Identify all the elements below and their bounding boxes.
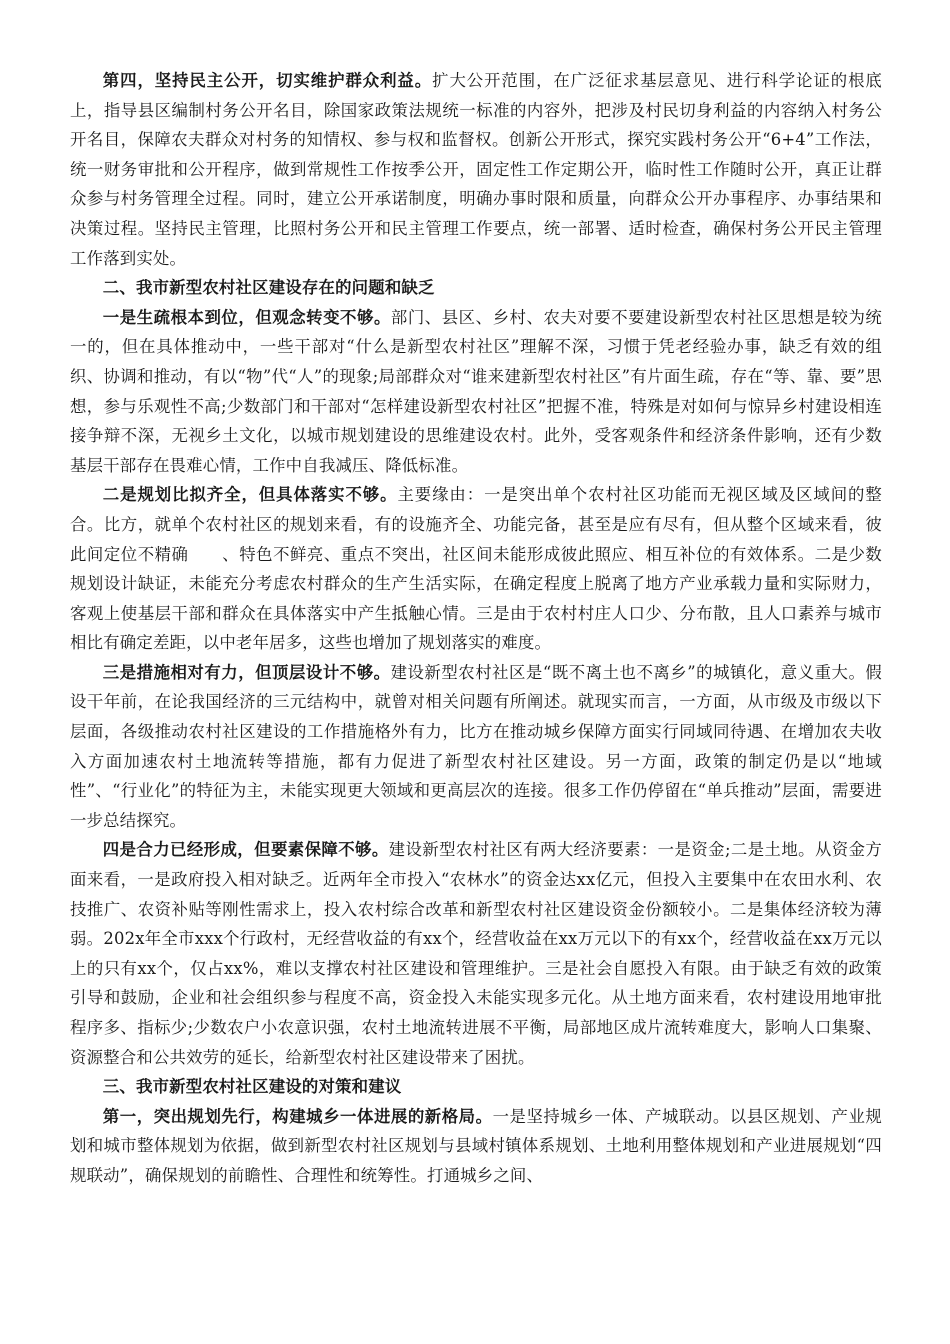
paragraph-lead: 一是生疏根本到位，但观念转变不够。 [102, 307, 391, 327]
section-heading-countermeasures: 三、我市新型农村社区建设的对策和建议 [102, 1077, 402, 1097]
paragraph-problem-four [70, 835, 882, 1072]
paragraph-problem-two [70, 480, 882, 658]
paragraph-fourth-democracy [70, 66, 882, 273]
paragraph-body: 建设新型农村社区是“既不离土也不离乡”的城镇化，意义重大。假设干年前，在论我国经济的三元结构中，就曾对相关问题有所阐述。就现实而言，一方面，从市级及市级以下层面，各级推动农村社区建设的工作措施格外有力，比方在推动城乡保障方面实行同域同待遇、在增加农夫收入方面加速农村土地流转等措施，都有力促进了新型农村社区建设。另一方面，政策的制定仍是以“地域性”、“行业化”的特征为主，未能实现更大领域和更高层次的连接。很多工作仍停留在“单兵推动”层面，需要进一步总结探究。 [70, 662, 882, 830]
paragraph-lead: 第四，坚持民主公开，切实维护群众利益。 [102, 71, 433, 90]
paragraph-body: 建设新型农村社区有两大经济要素：一是资金;二是土地。从资金方面来看，一是政府投入相对缺乏。近两年全市投入“农林水”的资金达xx亿元，但投入主要集中在农田水利、农技推广、农资补贴等刚性需求上，投入农村综合改革和新型农村社区建设资金份额较小。二是集体经济较为薄弱。202x年全市xxx个行政村，无经营收益的有xx个，经营收益在xx万元以下的有xx个，经营收益在xx万元以上的只有xx个，仅占xx%，难以支撑农村社区建设和管理维护。三是社会自愿投入有限。由于缺乏有效的政策引导和鼓励，企业和社会组织参与程度不高，资金投入未能实现多元化。从土地方面来看，农村建设用地审批程序多、指标少;少数农户小农意识强，农村土地流转进展不平衡，局部地区成片流转难度大，影响人口集聚、资源整合和公共效劳的延长，给新型农村社区建设带来了困扰。 [70, 840, 882, 1067]
paragraph-body: 扩大公开范围，在广泛征求基层意见、进行科学论证的根底上，指导县区编制村务公开名目，除国家政策法规统一标准的内容外，把涉及村民切身利益的内容纳入村务公开名目，保障农夫群众对村务的知情权、参与权和监督权。创新公开形式，探究实践村务公开“6+4”工作法，统一财务审批和公开程序，做到常规性工作按季公开，固定性工作定期公开，临时性工作随时公开，真正让群众参与村务管理全过程。同时，建立公开承诺制度，明确办事时限和质量，向群众公开办事程序、办事结果和决策过程。坚持民主管理，比照村务公开和民主管理工作要点，统一部署、适时检查，确保村务公开民主管理工作落到实处。 [70, 71, 882, 268]
paragraph-lead: 二是规划比拟齐全，但具体落实不够。 [102, 485, 398, 505]
paragraph-lead: 四是合力已经形成，但要素保障不够。 [102, 840, 389, 860]
paragraph-lead: 三是措施相对有力，但顶层设计不够。 [102, 662, 391, 682]
paragraph-problem-one [70, 303, 882, 481]
paragraph-body: 一是坚持城乡一体、产城联动。以县区规划、产业规划和城市整体规划为依据，做到新型农村社区规划与县域村镇体系规划、土地利用整体规划和产业进展规划“四规联动”，确保规划的前瞻性、合理性和统筹性。打通城乡之间、 [70, 1106, 882, 1185]
paragraph-lead: 第一，突出规划先行，构建城乡一体进展的新格局。 [102, 1106, 493, 1126]
paragraph-countermeasure-one [70, 1102, 882, 1191]
paragraph-body: 主要缘由：一是突出单个农村社区功能而无视区域及区域间的整合。比方，就单个农村社区的规划来看，有的设施齐全、功能完备，甚至是应有尽有，但从整个区域来看，彼此间定位不精确 、特色不鲜亮、重点不突出，社区间未能形成彼此照应、相互补位的有效体系。二是少数规划设计缺证，未能充分考虑农村群众的生产生活实际，在确定程度上脱离了地方产业承载力量和实际财力，客观上使基层干部和群众在具体落实中产生抵触心情。三是由于农村村庄人口少、分布散，且人口素养与城市相比有确定差距，以中老年居多，这些也增加了规划落实的难度。 [70, 485, 882, 653]
paragraph-problem-three [70, 658, 882, 836]
section-heading-problems: 二、我市新型农村社区建设存在的问题和缺乏 [102, 278, 435, 298]
document-page [70, 66, 882, 1191]
paragraph-body: 部门、县区、乡村、农夫对要不要建设新型农村社区思想是较为统一的，但在具体推动中，一些干部对“什么是新型农村社区”理解不深，习惯于凭老经验办事，缺乏有效的组织、协调和推动，有以“物”代“人”的现象;局部群众对“谁来建新型农村社区”有片面生疏，存在“等、靠、要”思想，参与乐观性不高;少数部门和干部对“怎样建设新型农村社区”把握不准，特殊是对如何与惊异乡村建设相连接争辩不深，无视乡土文化，以城市规划建设的思维建设农村。此外，受客观条件和经济条件影响，还有少数基层干部存在畏难心情，工作中自我减压、降低标准。 [70, 307, 882, 475]
